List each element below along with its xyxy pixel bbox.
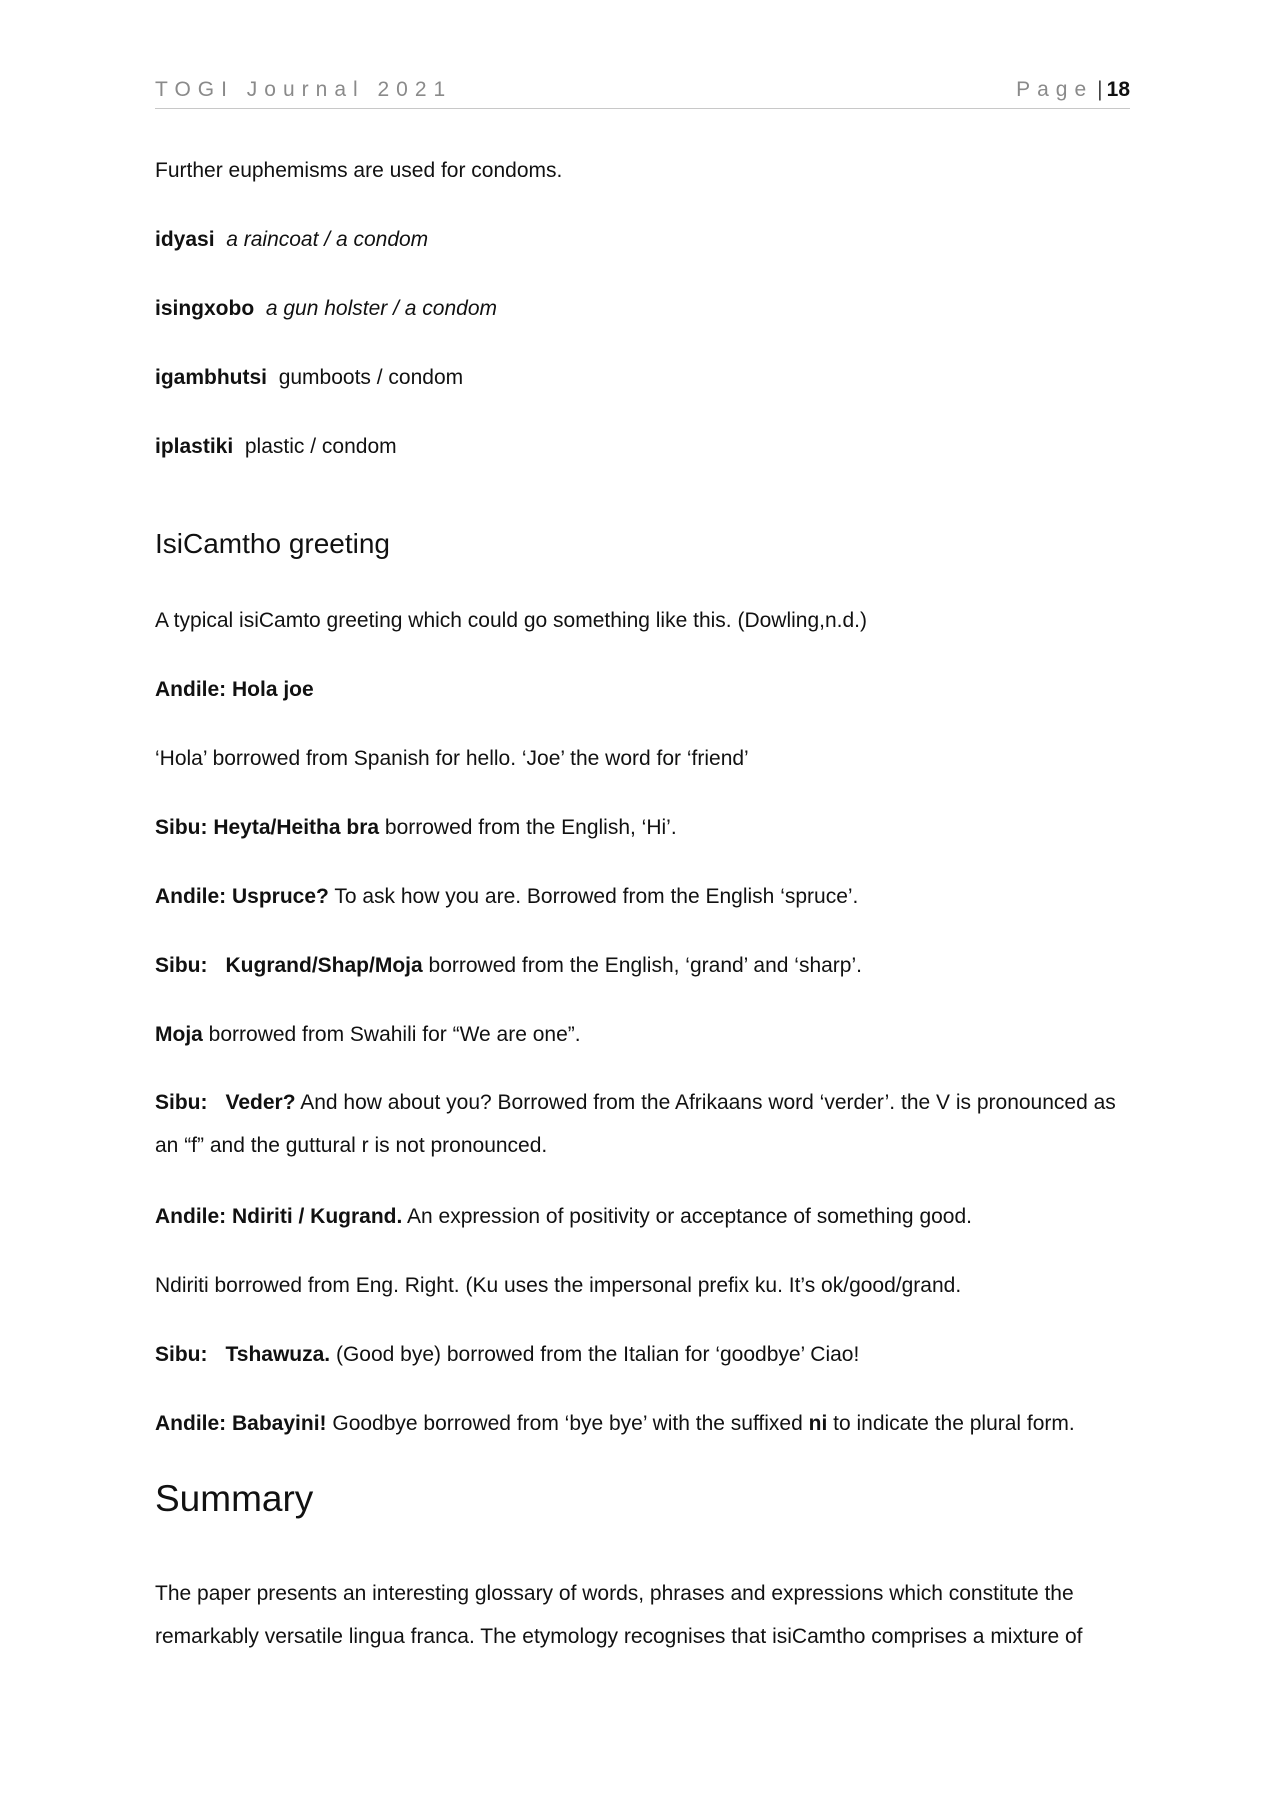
term-meaning: plastic / condom	[244, 435, 397, 458]
dialogue-line	[155, 1342, 1135, 1367]
greeting-intro: A typical isiCamto greeting which could go something like this. (Dowling,n.d.)	[155, 609, 868, 632]
term-word: igambhutsi	[155, 366, 268, 389]
dialogue-bold: ni	[808, 1412, 828, 1435]
dialogue-text: ‘Hola’ borrowed from Spanish for hello. ‘Joe’ the word for ‘friend’	[155, 747, 749, 770]
dialogue-line	[155, 746, 1135, 771]
dialogue-line	[155, 1081, 1135, 1167]
dialogue-text: Ndiriti borrowed from Eng. Right. (Ku uses the impersonal prefix ku. It’s ok/good/grand.	[155, 1274, 962, 1297]
dialogue-text: (Good bye) borrowed from the Italian for ‘goodbye’ Ciao!	[330, 1343, 860, 1366]
dialogue-text: To ask how you are. Borrowed from the English ‘spruce’.	[328, 885, 859, 908]
term-entry	[155, 434, 1135, 459]
page-word: Page	[1016, 78, 1094, 101]
dialogue-line	[155, 884, 1135, 909]
term-entry	[155, 296, 1135, 321]
intro-text: Further euphemisms are used for condoms.	[155, 159, 563, 182]
dialogue-bold: Andile: Uspruce?	[155, 885, 329, 908]
dialogue-bold: Andile: Hola joe	[155, 678, 314, 701]
term-meaning: a raincoat / a condom	[226, 228, 429, 251]
dialogue-speaker: Sibu:	[155, 1091, 208, 1114]
journal-title: TOGI Journal 2021	[155, 78, 453, 101]
page-header	[155, 78, 1130, 109]
dialogue-bold: Sibu: Heyta/Heitha bra	[155, 816, 380, 839]
dialogue-text: borrowed from the English, ‘Hi’.	[379, 816, 677, 839]
term-meaning: gumboots / condom	[278, 366, 464, 389]
term-word: isingxobo	[155, 297, 255, 320]
dialogue-text: to indicate the plural form.	[827, 1412, 1075, 1435]
dialogue-bold: Andile: Babayini!	[155, 1412, 327, 1435]
dialogue-line	[155, 1022, 1135, 1047]
dialogue-text: And how about you? Borrowed from the Afrikaans word ‘verder’. the V is pronounced as an “f” and the guttural r is not pronounced.	[155, 1091, 1116, 1157]
term-entry	[155, 365, 1135, 390]
dialogue-speaker: Sibu:	[155, 1343, 208, 1366]
section-heading-greeting: IsiCamtho greeting	[155, 528, 391, 559]
section-heading-summary: Summary	[155, 1478, 314, 1519]
dialogue-line	[155, 1204, 1135, 1229]
term-entry	[155, 227, 1135, 252]
dialogue-speaker: Sibu:	[155, 954, 208, 977]
dialogue-text: Goodbye borrowed from ‘bye bye’ with the suffixed	[326, 1412, 809, 1435]
dialogue-bold: Moja	[155, 1023, 203, 1046]
summary-paragraph: The paper presents an interesting glossary of words, phrases and expressions which constitute the remarkably versatile lingua franca. The etymology recognises that isiCamtho comprises a mixture of	[155, 1582, 1083, 1648]
dialogue-bold: Tshawuza.	[225, 1343, 331, 1366]
dialogue-text: An expression of positivity or acceptance of something good.	[402, 1205, 972, 1228]
dialogue-line	[155, 1411, 1135, 1436]
term-word: iplastiki	[155, 435, 234, 458]
page-number: 18	[1106, 78, 1130, 101]
dialogue-bold: Veder?	[225, 1091, 296, 1114]
dialogue-line	[155, 1273, 1135, 1298]
term-meaning: a gun holster / a condom	[265, 297, 497, 320]
page-info	[1016, 78, 1130, 102]
term-word: idyasi	[155, 228, 215, 251]
dialogue-bold: Andile: Ndiriti / Kugrand.	[155, 1205, 403, 1228]
dialogue-line	[155, 815, 1135, 840]
dialogue-line	[155, 953, 1135, 978]
dialogue-text: borrowed from the English, ‘grand’ and ‘sharp’.	[422, 954, 862, 977]
dialogue-text: borrowed from Swahili for “We are one”.	[202, 1023, 581, 1046]
dialogue-line	[155, 677, 1135, 702]
dialogue-bold: Kugrand/Shap/Moja	[225, 954, 423, 977]
page-separator: |	[1097, 78, 1103, 101]
